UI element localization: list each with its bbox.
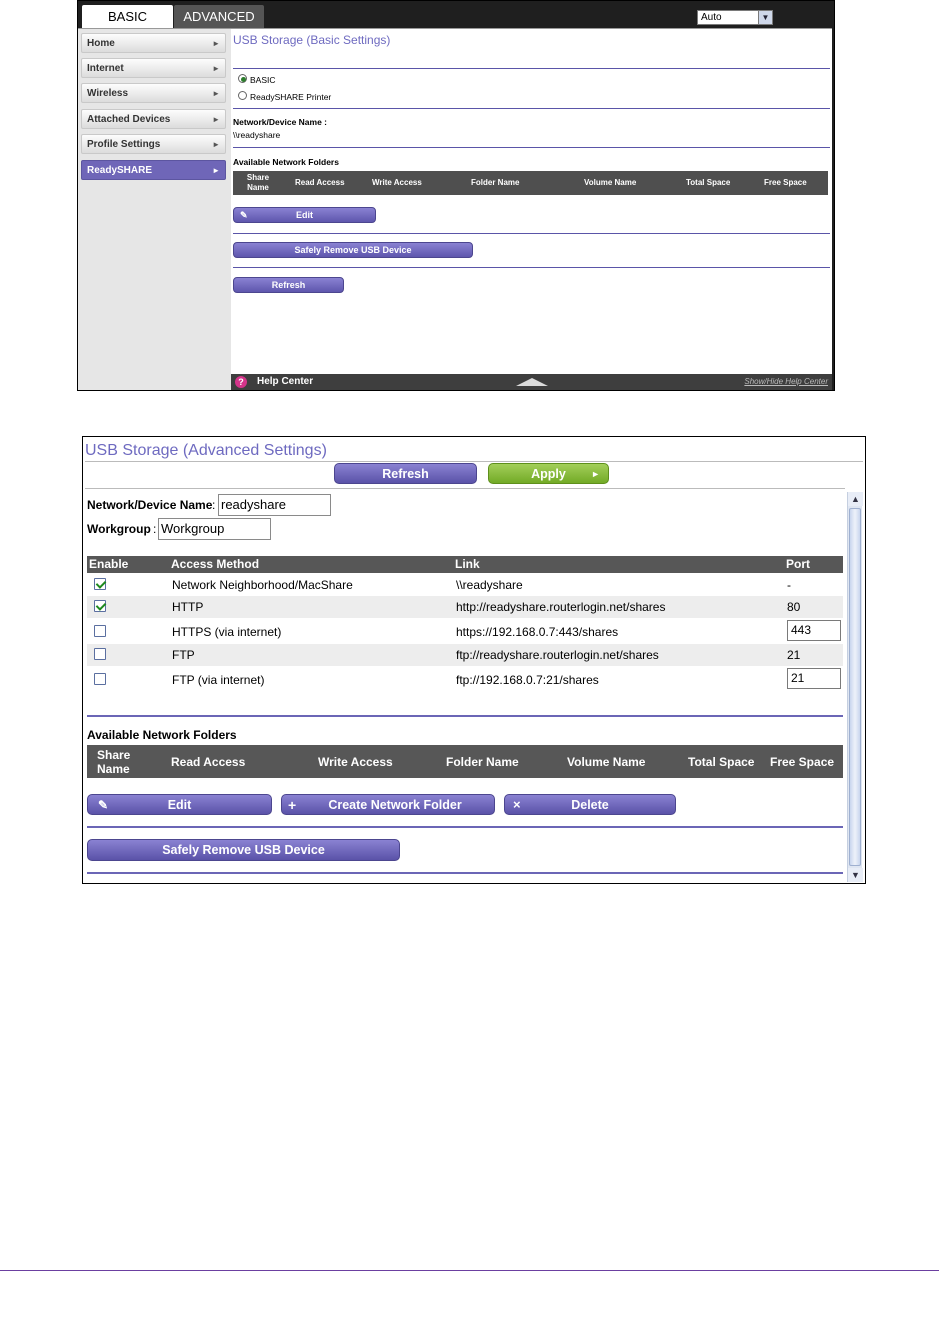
divider — [87, 826, 843, 828]
divider — [233, 267, 830, 268]
colon: : — [212, 498, 216, 512]
sidebar — [78, 28, 231, 390]
help-center-bar — [231, 374, 832, 390]
col-folder-name: Folder Name — [446, 755, 519, 769]
expand-arrow-icon[interactable] — [516, 378, 548, 386]
chevron-right-icon: ► — [212, 140, 220, 149]
access-link: ftp://readyshare.routerlogin.net/shares — [456, 648, 659, 662]
safely-remove-button[interactable]: Safely Remove USB Device — [87, 839, 400, 861]
edit-button-label: Edit — [296, 210, 313, 220]
refresh-button[interactable]: Refresh — [334, 463, 477, 484]
access-link: ftp://192.168.0.7:21/shares — [456, 673, 599, 687]
col-write-access: Write Access — [372, 178, 422, 187]
divider — [87, 715, 843, 717]
col-volume-name: Volume Name — [567, 755, 646, 769]
sidebar-item-label: Profile Settings — [87, 139, 161, 150]
language-select[interactable] — [697, 10, 773, 25]
access-link: \\readyshare — [456, 578, 523, 592]
col-total-space: Total Space — [688, 755, 755, 769]
sidebar-item-attached-devices[interactable] — [81, 109, 226, 129]
sidebar-item-wireless[interactable] — [81, 83, 226, 103]
device-name-input[interactable]: readyshare — [218, 494, 331, 516]
col-total-space: Total Space — [686, 178, 731, 187]
access-method: FTP (via internet) — [172, 673, 265, 687]
sidebar-item-readyshare[interactable] — [81, 160, 226, 180]
chevron-right-icon: ► — [212, 64, 220, 73]
help-center-label: Help Center — [257, 376, 314, 387]
close-icon: × — [513, 797, 521, 812]
col-read-access: Read Access — [295, 178, 345, 187]
col-share-name: Share Name — [97, 748, 131, 776]
folders-table-header — [87, 745, 843, 778]
enable-checkbox[interactable] — [94, 648, 106, 660]
table-row — [87, 666, 843, 692]
create-button-label: Create Network Folder — [328, 798, 462, 812]
col-link: Link — [455, 557, 480, 571]
col-free-space: Free Space — [770, 755, 835, 769]
port-value: 21 — [787, 648, 801, 662]
radio-basic-label: BASIC — [250, 75, 276, 85]
divider — [85, 488, 845, 489]
pencil-icon: ✎ — [240, 210, 248, 220]
table-row — [87, 596, 843, 618]
create-network-folder-button[interactable] — [281, 794, 495, 815]
sidebar-item-label: Wireless — [87, 88, 129, 99]
col-port: Port — [786, 557, 810, 571]
apply-button[interactable] — [488, 463, 609, 484]
apply-button-label: Apply — [531, 467, 566, 481]
radio-basic[interactable] — [238, 74, 247, 83]
edit-button[interactable] — [233, 207, 376, 223]
col-enable: Enable — [89, 557, 129, 571]
workgroup-label: Workgroup — [87, 522, 151, 536]
scrollbar-thumb[interactable] — [849, 508, 861, 866]
delete-button[interactable] — [504, 794, 676, 815]
scroll-down-icon[interactable]: ▼ — [848, 868, 863, 882]
page-title: USB Storage (Advanced Settings) — [85, 442, 327, 459]
device-name-value: \\readyshare — [233, 130, 281, 140]
enable-checkbox[interactable] — [94, 625, 106, 637]
sidebar-item-label: Home — [87, 38, 115, 49]
play-icon: ► — [591, 469, 600, 479]
divider — [233, 147, 830, 148]
sidebar-item-label: Internet — [87, 63, 124, 74]
table-row — [87, 644, 843, 666]
col-folder-name: Folder Name — [471, 178, 520, 187]
col-write-access: Write Access — [318, 755, 393, 769]
divider — [233, 233, 830, 234]
basic-settings-screenshot — [77, 0, 835, 391]
pencil-icon: ✎ — [98, 798, 109, 812]
plus-icon: + — [288, 797, 297, 813]
refresh-button[interactable]: Refresh — [233, 277, 344, 293]
scroll-up-icon[interactable]: ▲ — [848, 492, 863, 506]
port-input[interactable]: 21 — [787, 668, 841, 689]
access-method: Network Neighborhood/MacShare — [172, 578, 353, 592]
show-hide-help-link[interactable]: Show/Hide Help Center — [744, 377, 828, 386]
col-access-method: Access Method — [171, 557, 260, 571]
col-volume-name: Volume Name — [584, 178, 637, 187]
chevron-right-icon: ► — [212, 166, 220, 175]
table-row — [87, 618, 843, 644]
access-method: HTTP — [172, 600, 204, 614]
access-table-header — [87, 556, 843, 573]
page-footer-rule — [0, 1270, 939, 1271]
sidebar-item-label: Attached Devices — [87, 114, 171, 125]
access-link: http://readyshare.routerlogin.net/shares — [456, 600, 666, 614]
col-share-name: Share Name — [246, 173, 270, 192]
port-value: 80 — [787, 600, 801, 614]
tab-basic[interactable]: BASIC — [82, 5, 173, 28]
divider — [233, 108, 830, 109]
tab-advanced[interactable]: ADVANCED — [174, 5, 264, 28]
table-row — [87, 573, 843, 596]
main-content — [231, 28, 832, 374]
sidebar-item-profile-settings[interactable] — [81, 134, 226, 154]
chevron-right-icon: ► — [212, 115, 220, 124]
edit-button-label: Edit — [167, 798, 192, 812]
sidebar-item-label: ReadySHARE — [87, 165, 153, 176]
page-title: USB Storage (Basic Settings) — [233, 33, 391, 47]
divider — [233, 68, 830, 69]
enable-checkbox[interactable] — [94, 578, 106, 590]
delete-button-label: Delete — [571, 798, 609, 812]
folders-label: Available Network Folders — [87, 728, 237, 742]
access-method: FTP — [172, 648, 195, 662]
sidebar-item-internet[interactable] — [81, 58, 226, 78]
enable-checkbox[interactable] — [94, 673, 106, 685]
help-icon: ? — [235, 376, 247, 388]
device-name-label: Network/Device Name — [87, 498, 213, 512]
divider — [87, 872, 843, 874]
port-value: - — [787, 578, 791, 592]
divider — [85, 461, 863, 462]
scrollbar[interactable] — [847, 492, 862, 882]
device-name-label: Network/Device Name : — [233, 117, 328, 127]
chevron-right-icon: ► — [212, 89, 220, 98]
folders-table-header — [233, 171, 828, 195]
safely-remove-button[interactable]: Safely Remove USB Device — [233, 242, 473, 258]
col-free-space: Free Space — [764, 178, 807, 187]
chevron-down-icon: ▼ — [758, 11, 772, 24]
advanced-settings-screenshot — [82, 436, 866, 884]
edit-button[interactable] — [87, 794, 272, 815]
radio-printer-label: ReadySHARE Printer — [250, 92, 332, 102]
access-method: HTTPS (via internet) — [172, 625, 282, 639]
col-read-access: Read Access — [171, 755, 246, 769]
chevron-right-icon: ► — [212, 39, 220, 48]
workgroup-input[interactable]: Workgroup — [158, 518, 271, 540]
sidebar-item-home[interactable] — [81, 33, 226, 53]
folders-label: Available Network Folders — [233, 157, 339, 167]
radio-readyshare-printer[interactable] — [238, 91, 247, 100]
language-value: Auto — [701, 12, 722, 23]
enable-checkbox[interactable] — [94, 600, 106, 612]
colon: : — [153, 522, 157, 536]
access-link: https://192.168.0.7:443/shares — [456, 625, 619, 639]
port-input[interactable]: 443 — [787, 620, 841, 641]
